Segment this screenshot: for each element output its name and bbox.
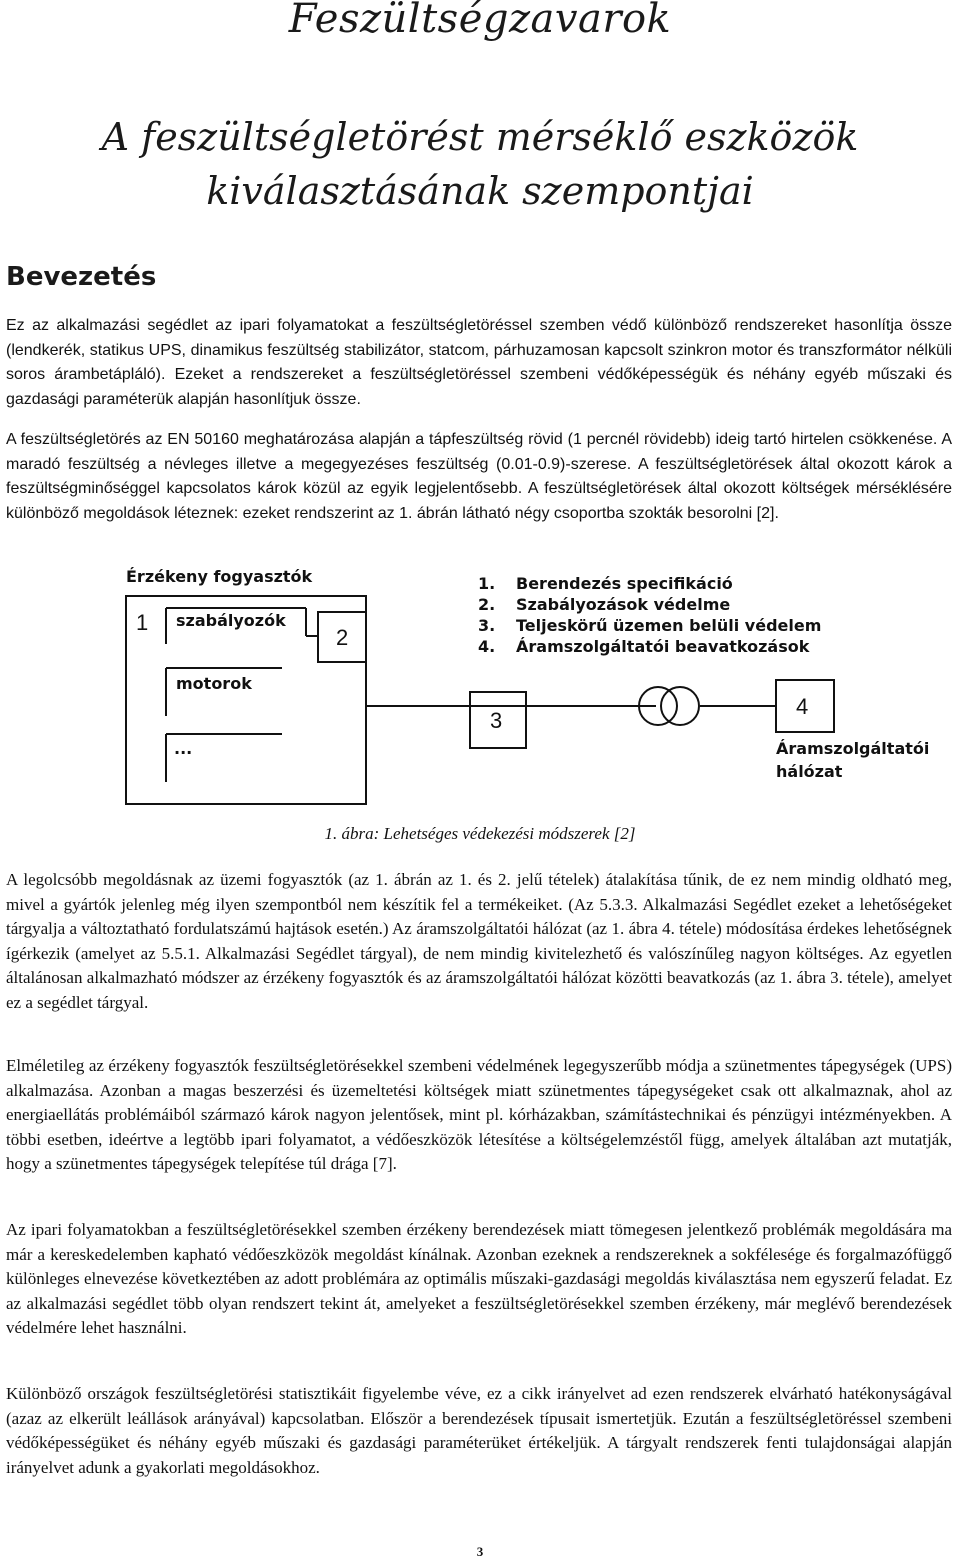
legend-item-2-text: Szabályozások védelme: [516, 595, 731, 614]
legend-item-4-num: 4.: [478, 637, 496, 656]
paragraph-statistics: Különböző országok feszültségletörési statisztikáit figyelembe véve, ez a cikk irányelvet ad ezen rendszerek elvárható hatékonyságával (azaz az elkerült leállások arányával) kapcsolatban. Először a berendezések típusait ismertetjük. Ezután a feszültségletöréssel szembeni védőképességüket és néhány egyéb műszaki és gazdasági paraméterüket értékeljük. A tárgyalt rendszerek fenti tulajdonságai alapján irányelvet adunk a gyakorlati megoldásokhoz.: [6, 1384, 952, 1477]
figure-caption: 1. ábra: Lehetséges védekezési módszerek [2]: [324, 824, 636, 843]
transformer-secondary-coil: [661, 687, 699, 725]
consumers-title: Érzékeny fogyasztók: [126, 567, 313, 586]
legend-item-3-num: 3.: [478, 616, 496, 635]
series-title: Feszültségzavarok: [288, 0, 672, 42]
legend-item-2-num: 2.: [478, 595, 496, 614]
legend-item-1-text: Berendezés specifikáció: [516, 574, 733, 593]
page-number: 3: [476, 1544, 484, 1559]
box-4-number: 4: [796, 694, 809, 719]
box-3-number: 3: [490, 708, 503, 733]
legend-item-3-text: Teljeskörű üzemen belüli védelem: [516, 616, 822, 635]
box-1-number: 1: [136, 610, 149, 635]
box-2-number: 2: [336, 625, 349, 650]
paragraph-ups: Elméletileg az érzékeny fogyasztók feszültségletörésekkel szembeni védelmének legegyszerűbb módja a szünetmentes tápegységek (UPS) alkalmazása. Azonban a magas beszerzési és üzemeltetési költségek miatt szünetmentes tápegységeket csak ott alkalmaznak, ahol az energiaellátás problémáiból származó károk nagyon jelentősek, mint pl. kórházakban, számítástechnikai és pénzügyi intézményekben. A többi esetben, ideértve a legtöbb ipari folyamatot, a védőeszközök létesítése a költségelemzéstől függ, amelyek általában azt mutatják, hogy a szünetmentes tápegységek telepítése túl drága [7].: [6, 1056, 952, 1173]
legend-item-1-num: 1.: [478, 574, 496, 593]
figure-legend-list: [478, 574, 821, 656]
page-title-line-1: A feszültségletörést mérséklő eszközök: [101, 115, 859, 159]
item-more: ...: [174, 739, 193, 758]
paragraph-industrial: Az ipari folyamatokban a feszültségletörésekkel szemben érzékeny berendezések miatt tömegesen jelentkező problémák megoldására ma már a kereskedelemben kapható védőeszközök megoldást kínálnak. Azonban ezeknek a rendszereknek a sokfélesége és forgalmazófüggő különleges elnevezése következtében az adott problémára az optimális műszaki-gazdasági megoldás kiválasztása nem egyszerű feladat. Ez az alkalmazási segédlet több olyan rendszert tekint át, amelyeket a feszültségletörésekkel szemben érzékeny, már meglévő berendezések védelmére lehet használni.: [6, 1220, 952, 1337]
legend-item-4-text: Áramszolgáltatói beavatkozások: [516, 637, 810, 656]
page-title: [0, 110, 960, 218]
item-motors: motorok: [176, 674, 252, 693]
section-heading-introduction: Bevezetés: [6, 262, 157, 292]
grid-label-line-2: hálózat: [776, 762, 843, 781]
item-regulators: szabályozók: [176, 611, 286, 630]
grid-label-line-1: Áramszolgáltatói: [776, 739, 930, 758]
page-title-line-2: kiválasztásának szempontjai: [206, 169, 754, 213]
paragraph-intro: Ez az alkalmazási segédlet az ipari folyamatokat a feszültségletöréssel szemben védő különböző rendszereket hasonlítja össze (lendkerék, statikus UPS, dinamikus feszültség stabilizátor, statcom, párhuzamosan kapcsolt szinkron motor és transzformátor nélküli soros árambetápláló). Ezeket a rendszereket a feszültségletöréssel szembeni védőképességük és néhány egyéb műszaki és gazdasági paraméterük alapján hasonlítjuk össze.: [6, 317, 952, 408]
figure-1-diagram: [0, 556, 960, 816]
paragraph-cheapest-solution: A legolcsóbb megoldásnak az üzemi fogyasztók (az 1. ábrán az 1. és 2. jelű tételek) átalakítása tűnik, de ez nem mindig oldható meg, mivel a gyártók jelenleg még ilyen szempontból nem készítik fel a termékeiket. (Az 5.3.3. Alkalmazási Segédlet ezeket a lehetőségeket tárgyalja a változtatható fordulatszámú hajtások esetén.) Az áramszolgáltatói hálózat (az 1. ábra 4. tétele) módosítása érdekes lehetőségnek ígérkezik (amelyet az 5.5.1. Alkalmazási Segédlet tárgyal), de nem mindig kivitelezhető és valószínűleg nagyon költséges. Az egyetlen általánosan alkalmazható módszer az érzékeny fogyasztók és az áramszolgáltatói hálózat közötti beavatkozás (az 1. ábra 3. tétele), amelyet ez a segédlet tárgyal.: [6, 870, 952, 1012]
paragraph-definition: A feszültségletörés az EN 50160 meghatározása alapján a tápfeszültség rövid (1 percnél rövidebb) ideig tartó hirtelen csökkenése. A maradó feszültség a névleges illetve a megegyezéses feszültség (0.01-0.9)-szerese. A feszültségletörések által okozott károk a feszültségminőséggel kapcsolatos károk közül az egyik legjelentősebb. A feszültségletörések által okozott költségek mérséklésére különböző megoldások léteznek: ezeket rendszerint az 1. ábrán látható négy csoportba szokták besorolni [2].: [6, 431, 952, 522]
